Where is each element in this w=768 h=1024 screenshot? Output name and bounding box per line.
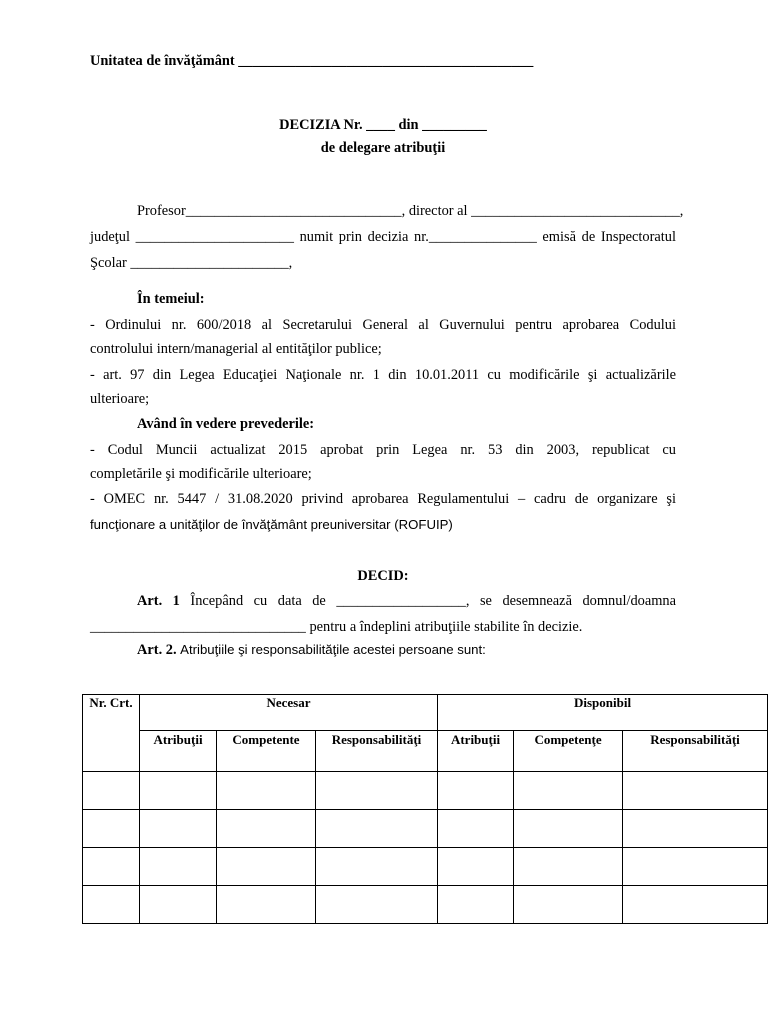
header-necesar: Necesar [140,695,438,731]
article-1-label: Art. 1 [137,593,180,609]
table-cell [438,848,514,886]
decid-heading: DECID: [357,568,409,584]
table-cell [623,772,768,810]
table-cell [316,848,438,886]
table-row [83,772,768,810]
table-cell [438,886,514,924]
table-cell [217,810,316,848]
table-cell [514,886,623,924]
table-cell [83,772,140,810]
table-cell [83,848,140,886]
header-nr-crt: Nr. Crt. [83,695,140,772]
provisions-heading: Având în vedere prevederile: [137,416,315,432]
basis-item-2-line-1: - art. 97 din Legea Educaţiei Naţionale nr. 1 din 10.01.2011 cu modificările şi actualizările [90,367,676,383]
duties-table [82,694,768,924]
table-cell [140,886,217,924]
header-necesar-competente: Competente [217,731,316,772]
table-cell [316,886,438,924]
table-cell [623,810,768,848]
table-cell [316,810,438,848]
table-cell [438,772,514,810]
basis-item-1-line-2: controlului intern/managerial al entităţilor publice; [90,341,382,357]
article-2-label: Art. 2. [137,642,177,658]
header-necesar-responsabilitati: Responsabilităţi [316,731,438,772]
table-cell [438,810,514,848]
header-disponibil: Disponibil [438,695,768,731]
table-cell [140,848,217,886]
provisions-item-1-line-2: completările şi modificările ulterioare; [90,466,312,482]
basis-heading: În temeiul: [137,291,205,307]
provisions-item-2-line-2: funcţionare a unităţilor de învăţământ preuniversitar (ROFUIP) [90,517,453,532]
table-row [83,848,768,886]
article-1-line-1 [90,592,676,610]
table-cell [83,886,140,924]
decision-title: DECIZIA Nr. ____ din _________ [279,117,487,133]
table-cell [83,810,140,848]
header-disponibil-competente: Competenţe [514,731,623,772]
table-cell [217,848,316,886]
table-cell [217,886,316,924]
article-1-line-2: ______________________________ pentru a îndeplini atribuţiile stabilite în decizie. [90,619,583,635]
table-cell [514,848,623,886]
header-disponibil-atributii: Atribuţii [438,731,514,772]
basis-item-2-line-2: ulterioare; [90,391,150,407]
intro-line-2: judeţul ______________________ numit prin decizia nr._______________ emisă de Inspectoratul [90,229,676,245]
header-necesar-atributii: Atribuţii [140,731,217,772]
table-cell [514,772,623,810]
intro-line-3: Şcolar ______________________, [90,255,293,271]
header-disponibil-responsabilitati: Responsabilităţi [623,731,768,772]
article-2-text: Atribuţiile şi responsabilităţile acestei persoane sunt: [180,642,486,657]
table-cell [623,848,768,886]
table-cell [514,810,623,848]
intro-line-1: Profesor______________________________, director al _____________________________, [137,203,684,219]
decision-subtitle: de delegare atribuţii [320,140,446,156]
table-cell [140,810,217,848]
table-cell [140,772,217,810]
provisions-item-2-line-1: - OMEC nr. 5447 / 31.08.2020 privind aprobarea Regulamentului – cadru de organizare şi [90,491,676,507]
article-1-text: Începând cu data de __________________, se desemnează domnul/doamna [190,593,676,609]
article-2-line [90,641,676,659]
provisions-item-1-line-1: - Codul Muncii actualizat 2015 aprobat prin Legea nr. 53 din 2003, republicat cu [90,442,676,458]
table-row [83,810,768,848]
table-cell [217,772,316,810]
table-cell [623,886,768,924]
table-row [83,886,768,924]
table-cell [316,772,438,810]
institution-line: Unitatea de învăţământ _________________________________________ [90,53,534,69]
basis-item-1-line-1: - Ordinului nr. 600/2018 al Secretarului General al Guvernului pentru aprobarea Codului [90,317,676,333]
